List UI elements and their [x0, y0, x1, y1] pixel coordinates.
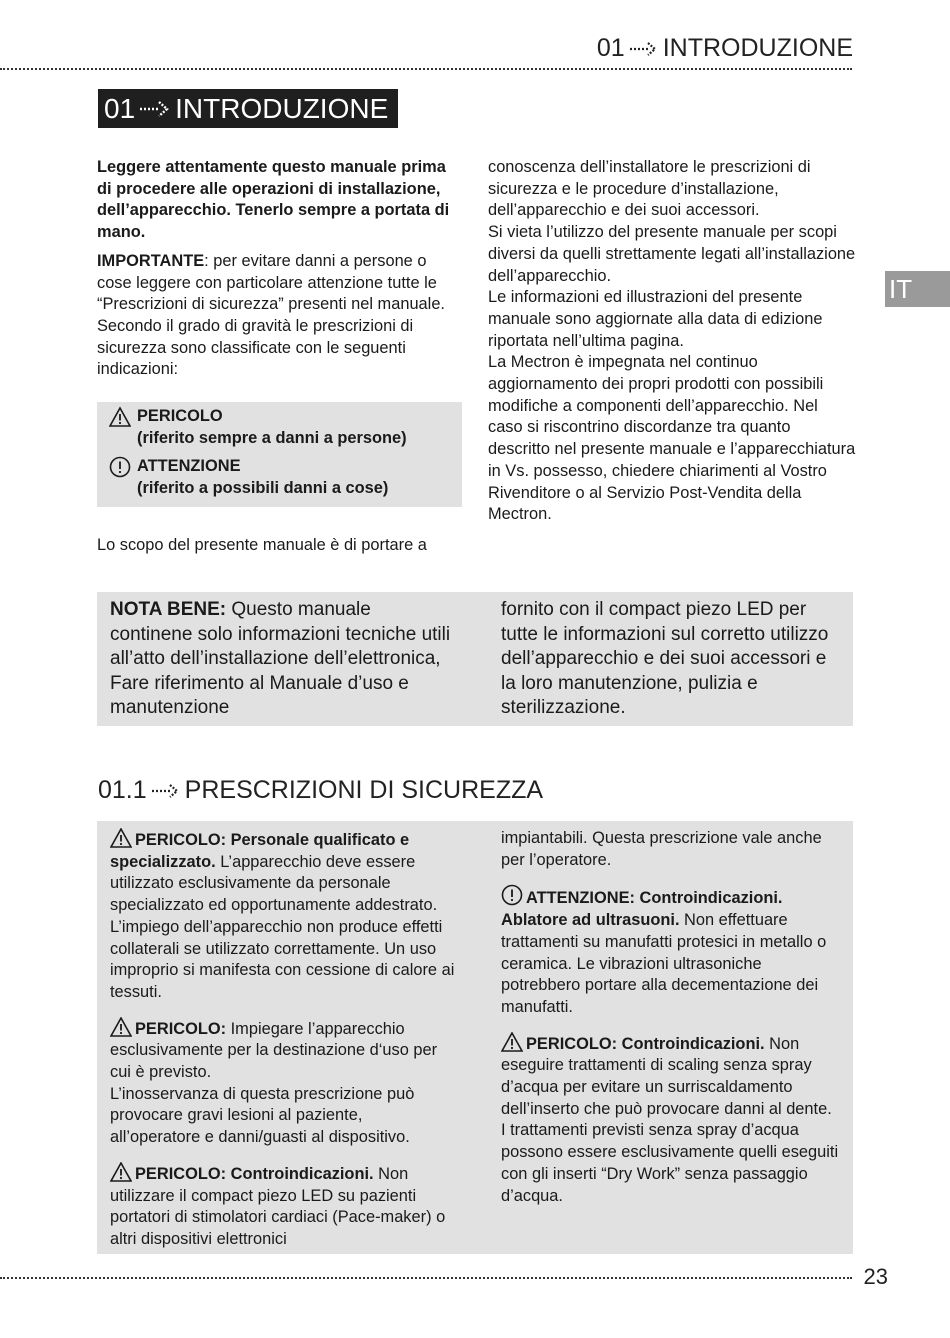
- warning-triangle-icon: [501, 1032, 523, 1052]
- header-rule: [0, 68, 852, 70]
- nota-bene-right: fornito con il compact piezo LED per tutte le informazioni sul corretto utilizzo dell’apparecchio e dei suoi accessori e la loro manutenzione, pulizia e sterilizzazione.: [501, 599, 829, 718]
- intro-left-column: [97, 157, 459, 381]
- exclamation-circle-icon: [501, 884, 523, 906]
- warning-triangle-icon: [110, 828, 132, 848]
- legend-caution-desc: (riferito a possibili danni a cose): [137, 479, 389, 498]
- safety-warning-2: PERICOLO: Impiegare l’apparecchio esclusivamente per la destinazione d‘uso per cui è previsto.: [110, 1017, 455, 1084]
- page-title: [98, 89, 398, 128]
- running-header-title: INTRODUZIONE: [662, 34, 853, 62]
- legend-caution-title: ATTENZIONE: [137, 457, 241, 476]
- safety-warning-3-continued: impiantabili. Questa prescrizione vale anche per l’operatore.: [501, 829, 822, 869]
- running-header-number: 01: [596, 34, 625, 62]
- nota-bene-box: [97, 592, 853, 726]
- page-number: 23: [863, 1264, 888, 1289]
- safety-left-column: [110, 828, 455, 1251]
- section-title: PRESCRIZIONI DI SICUREZZA: [184, 776, 544, 804]
- safety-warning-4: PERICOLO: Controindicazioni. Non eseguire trattamenti di scaling senza spray d’acqua per evitare un surriscaldamento dell’inserto che può provocare danni al dente.: [501, 1032, 839, 1121]
- safety-caution-ultrasound: ATTENZIONE: Controindicazioni. Ablatore ad ultrasuoni. Non effettuare trattamenti su manufatti protesici in metallo o ceramica. Le vibrazioni ultrasoniche potrebbero portare alla decementazione dei manufatti.: [501, 884, 839, 1018]
- page-title-number: 01: [104, 92, 136, 124]
- nota-bene-left-text: Questo manuale continene solo informazioni tecniche utili all’atto dell’installazione dell’elettronica, Fare riferimento al Manuale d’uso e manutenzione: [110, 599, 451, 718]
- intro-right-paragraph-4: La Mectron è impegnata nel continuo aggiornamento dei propri prodotti con possibili modifiche a componenti dell’apparecchio. Nel caso si riscontrino discordanze tra quanto descritto nel presente manuale e l’apparecchiatura in Vs. possesso, chiedere chiarimenti al Vostro Rivenditore o al Servizio Post-Vendita della Mectron.: [488, 353, 856, 524]
- nota-bene-left: [110, 598, 452, 721]
- section-number: 01.1: [98, 776, 147, 804]
- warning-triangle-icon: [110, 1017, 132, 1037]
- intro-right-paragraph-2: Si vieta l’utilizzo del presente manuale per scopi diversi da quelli strettamente legati all’installazione dell’apparecchio.: [488, 223, 856, 285]
- dotted-arrow-icon: [139, 100, 171, 118]
- safety-warning-4-continued: I trattamenti previsti senza spray d’acqua possono essere esclusivamente quelli eseguiti con gli inserti “Dry Work” senza passaggio d’acqua.: [501, 1121, 839, 1205]
- safety-right-column: [501, 828, 839, 1207]
- intro-right-paragraph-1: conoscenza dell’installatore le prescrizioni di sicurezza e le procedure d’installazione, dell’apparecchio e dei suoi accessori.: [488, 158, 811, 220]
- intro-paragraph-3: Lo scopo del presente manuale è di portare a: [97, 536, 427, 554]
- footer-rule: [0, 1277, 852, 1279]
- page-title-text: INTRODUZIONE: [175, 92, 389, 124]
- nota-bene-label: NOTA BENE:: [110, 599, 227, 620]
- legend-danger-title: PERICOLO: [137, 407, 223, 425]
- running-header: [597, 34, 853, 63]
- safety-warning-2-continued: L’inosservanza di questa prescrizione può provocare gravi lesioni al paziente, all’operatore e danni/guasti al dispositivo.: [110, 1084, 415, 1147]
- intro-right-paragraph-3: Le informazioni ed illustrazioni del presente manuale sono aggiornate alla data di edizione riportata nell’ultima pagina.: [488, 288, 823, 350]
- legend-caution: [109, 456, 452, 499]
- intro-paragraph-2: IMPORTANTE: per evitare danni a persone o cose leggere con particolare attenzione tutte le “Prescrizioni di sicurezza” presenti nel manuale. Secondo il grado di gravità le prescrizioni di sicurezza sono classificate con le seguenti indicazioni:: [97, 251, 445, 379]
- intro-right-column: [488, 157, 856, 526]
- exclamation-circle-icon: [109, 456, 131, 478]
- safety-warning-1: PERICOLO: Personale qualificato e specializzato. L’apparecchio deve essere utilizzato esclusivamente da personale specializzato ed opportunamente addestrato. L’impiego dell’apparecchio non produce effetti collaterali se utilizzato correttamente. Un uso improprio si manifesta con cessione di calore ai tessuti.: [110, 828, 455, 1004]
- warning-triangle-icon: [109, 406, 131, 428]
- warning-triangle-icon: [110, 1162, 132, 1182]
- language-tab: IT: [885, 271, 950, 307]
- section-heading: [98, 776, 543, 805]
- dotted-arrow-icon: [151, 783, 181, 799]
- dotted-arrow-icon: [629, 41, 659, 57]
- safety-warning-3: PERICOLO: Controindicazioni. Non utilizzare il compact piezo LED su pazienti portatori di stimolatori cardiaci (Pace-maker) o altri dispositivi elettronici: [110, 1162, 455, 1251]
- legend-danger: [109, 406, 452, 449]
- safety-box: [97, 821, 853, 1254]
- intro-paragraph-1: Leggere attentamente questo manuale prima di procedere alle operazioni di installazione, dell’apparecchio. Tenerlo sempre a portata di mano.: [97, 158, 450, 242]
- legend-box: [97, 402, 462, 507]
- legend-danger-desc: (riferito sempre a danni a persone): [137, 428, 407, 447]
